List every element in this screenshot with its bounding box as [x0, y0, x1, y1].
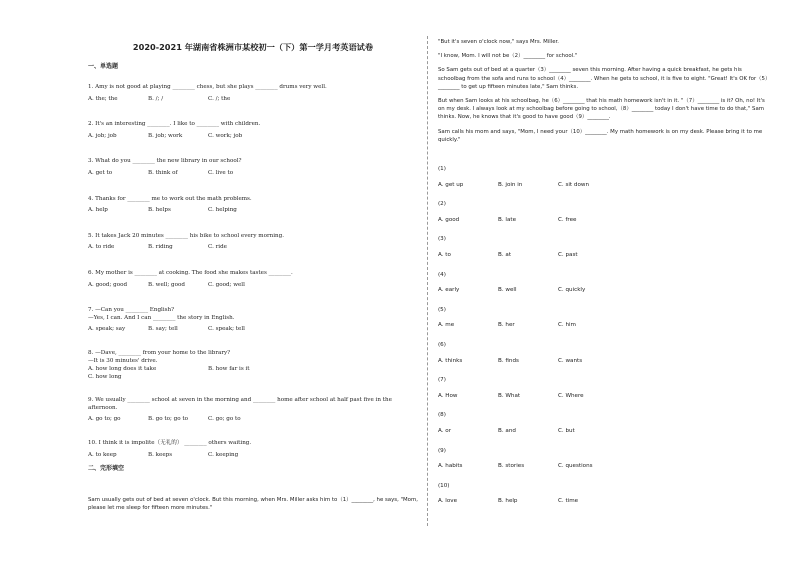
question-4 — [88, 196, 418, 215]
option-a: A. good; good — [88, 281, 128, 288]
cloze-question-10 — [438, 483, 768, 506]
option-c: C. free — [558, 216, 577, 223]
option-c: C. quickly — [558, 287, 586, 294]
option-a: A. good — [438, 216, 460, 223]
cloze-number: (2) — [438, 201, 446, 208]
option-c: C. helping — [208, 207, 237, 214]
left-column — [88, 42, 418, 519]
option-c: C. time — [558, 498, 579, 505]
option-b: B. late — [498, 216, 517, 223]
cloze-number: (3) — [438, 236, 446, 243]
option-b: B. well — [498, 287, 517, 294]
question-7 — [88, 307, 418, 334]
option-a: A. How — [438, 392, 458, 399]
question-stem: 6. My mother is ________ at cooking. The food she makes tastes ________. — [88, 269, 293, 276]
option-c: C. how long — [88, 373, 122, 380]
option-c: C. past — [558, 252, 578, 258]
cloze-question-2 — [438, 201, 768, 224]
option-b: B. and — [498, 427, 516, 434]
option-b: B. helps — [148, 207, 171, 214]
passage-paragraph: But when Sam looks at his schoolbag, he（6）________ that his math homework isn't in it. "（7）________ is it? Oh, no! It's on my desk. I always look at my schoolbag before going to school,（8）________ today I don't have time to do that," Sam thinks. Now, he knows that it's good to have good（9）________. — [438, 98, 765, 121]
option-c: C. /; the — [208, 95, 231, 102]
question-1 — [88, 84, 418, 103]
cloze-number: (7) — [438, 377, 446, 384]
option-c: C. work; job — [208, 132, 243, 139]
option-b: B. stories — [498, 463, 525, 470]
question-5 — [88, 233, 418, 252]
question-stem: 8. —Dave, ________ from your home to the library? — [88, 349, 231, 356]
passage-paragraph: Sam usually gets out of bed at seven o'clock. But this morning, when Mrs. Miller asks him to（1）________, he says, "Mom, please let me sleep for fifteen more minutes." — [88, 497, 418, 512]
option-b: B. job; work — [148, 132, 183, 139]
option-b: B. at — [498, 252, 512, 258]
cloze-number: (6) — [438, 341, 446, 348]
right-column — [438, 38, 768, 518]
option-b: B. well; good — [148, 281, 185, 288]
option-c: C. sit down — [558, 181, 589, 188]
question-3 — [88, 158, 418, 177]
option-b: B. riding — [148, 244, 173, 251]
cloze-question-7 — [438, 377, 768, 400]
cloze-question-9 — [438, 448, 768, 471]
question-stem: 2. It's an interesting ________. I like to ________ with children. — [88, 121, 261, 128]
question-stem-line2: —Yes, I can. And I can ________ the story in English. — [88, 314, 235, 321]
option-c: C. wants — [558, 357, 583, 364]
option-c: C. questions — [558, 463, 593, 470]
option-c: C. Where — [558, 392, 584, 399]
cloze-question-8 — [438, 412, 768, 435]
option-b: B. finds — [498, 357, 519, 364]
option-c: C. ride — [208, 244, 227, 251]
passage-paragraph: So Sam gets out of bed at a quarter（3）________ seven this morning. After having a quick breakfast, he gets his schoolbag from the sofa and runs to school（4）________. When he gets to school, it is five to eight. "Great! It's OK for（5）________ to get up fifteen minutes late," Sam thinks. — [438, 67, 768, 90]
option-c: C. live to — [208, 169, 234, 176]
section-heading-cloze: 二、完形填空 — [88, 465, 125, 473]
option-a: A. go to; go — [88, 416, 121, 423]
option-b: B. how far is it — [208, 366, 250, 373]
question-8 — [88, 350, 418, 381]
question-stem: 10. I think it is impolite（无礼的） ________ others waiting. — [88, 440, 252, 447]
option-a: A. or — [438, 427, 452, 434]
cloze-number: (5) — [438, 306, 446, 313]
passage-paragraph: "But it's seven o'clock now," says Mrs. Miller. — [438, 39, 559, 45]
option-c: C. him — [558, 322, 577, 329]
question-stem: 3. What do you ________ the new library in our school? — [88, 158, 242, 165]
option-c: C. speak; tell — [208, 326, 245, 333]
cloze-question-4 — [438, 272, 768, 295]
cloze-question-1 — [438, 166, 768, 189]
question-stem-line2: —It is 30 minutes' drive. — [88, 357, 158, 364]
option-a: A. thinks — [438, 357, 463, 364]
option-a: A. the; the — [88, 95, 118, 102]
option-a: A. early — [438, 287, 460, 294]
question-stem: 4. Thanks for ________ me to work out the math problems. — [88, 195, 252, 202]
option-a: A. love — [438, 498, 458, 505]
option-b: B. /; / — [148, 95, 164, 102]
passage-paragraph: "I know, Mom. I will not be（2）________ for school." — [438, 53, 578, 60]
option-c: C. good; well — [208, 281, 245, 288]
cloze-passage — [438, 38, 768, 144]
cloze-number: (9) — [438, 447, 446, 454]
option-a: A. habits — [438, 463, 463, 470]
question-6 — [88, 270, 418, 289]
question-stem: 1. Amy is not good at playing ________ chess, but she plays ________ drums very well. — [88, 84, 327, 90]
question-stem: 7. —Can you ________ English? — [88, 307, 175, 314]
option-c: C. but — [558, 427, 575, 434]
cloze-question-6 — [438, 342, 768, 365]
option-a: A. to — [438, 252, 451, 258]
option-a: A. to keep — [88, 451, 117, 458]
option-b: B. go to; go to — [148, 416, 189, 423]
cloze-number: (8) — [438, 412, 446, 419]
cloze-passage-start — [88, 496, 418, 512]
option-c: C. go; go to — [208, 416, 241, 423]
option-b: B. her — [498, 322, 515, 329]
option-b: B. think of — [148, 169, 178, 176]
cloze-number: (4) — [438, 271, 446, 278]
option-b: B. keeps — [148, 451, 173, 458]
option-c: C. keeping — [208, 451, 239, 458]
column-divider — [427, 36, 428, 526]
option-a: A. speak; say — [88, 326, 126, 333]
option-b: B. What — [498, 392, 521, 399]
option-a: A. get to — [88, 169, 113, 176]
option-a: A. me — [438, 322, 455, 329]
cloze-question-3 — [438, 236, 768, 259]
cloze-number: (1) — [438, 166, 446, 173]
option-b: B. say; tell — [148, 326, 178, 333]
question-2 — [88, 121, 418, 140]
option-a: A. job; job — [88, 132, 117, 139]
cloze-number: (10) — [438, 482, 450, 489]
question-stem: 9. We usually ________ school at seven in the morning and ________ home after school at half past five in the — [88, 397, 392, 404]
option-a: A. get up — [438, 181, 464, 188]
option-a: A. help — [88, 207, 108, 214]
question-9 — [88, 397, 418, 424]
question-stem-line2: afternoon. — [88, 404, 118, 411]
passage-paragraph: Sam calls his mom and says, "Mom, I need your（10）________. My math homework is on my desk. Please bring it to me quickly." — [438, 128, 763, 143]
question-stem: 5. It takes Jack 20 minutes ________ his bike to school every morning. — [88, 232, 284, 239]
question-10 — [88, 440, 418, 459]
cloze-question-5 — [438, 307, 768, 330]
option-a: A. to ride — [88, 244, 115, 251]
section-heading-choice: 一、单选题 — [88, 63, 119, 70]
page-title: 2020-2021 年湖南省株洲市某校初一（下）第一学月考英语试卷 — [132, 42, 374, 52]
option-b: B. join in — [498, 181, 523, 188]
option-b: B. help — [498, 498, 518, 505]
option-a: A. how long does it take — [88, 366, 157, 373]
